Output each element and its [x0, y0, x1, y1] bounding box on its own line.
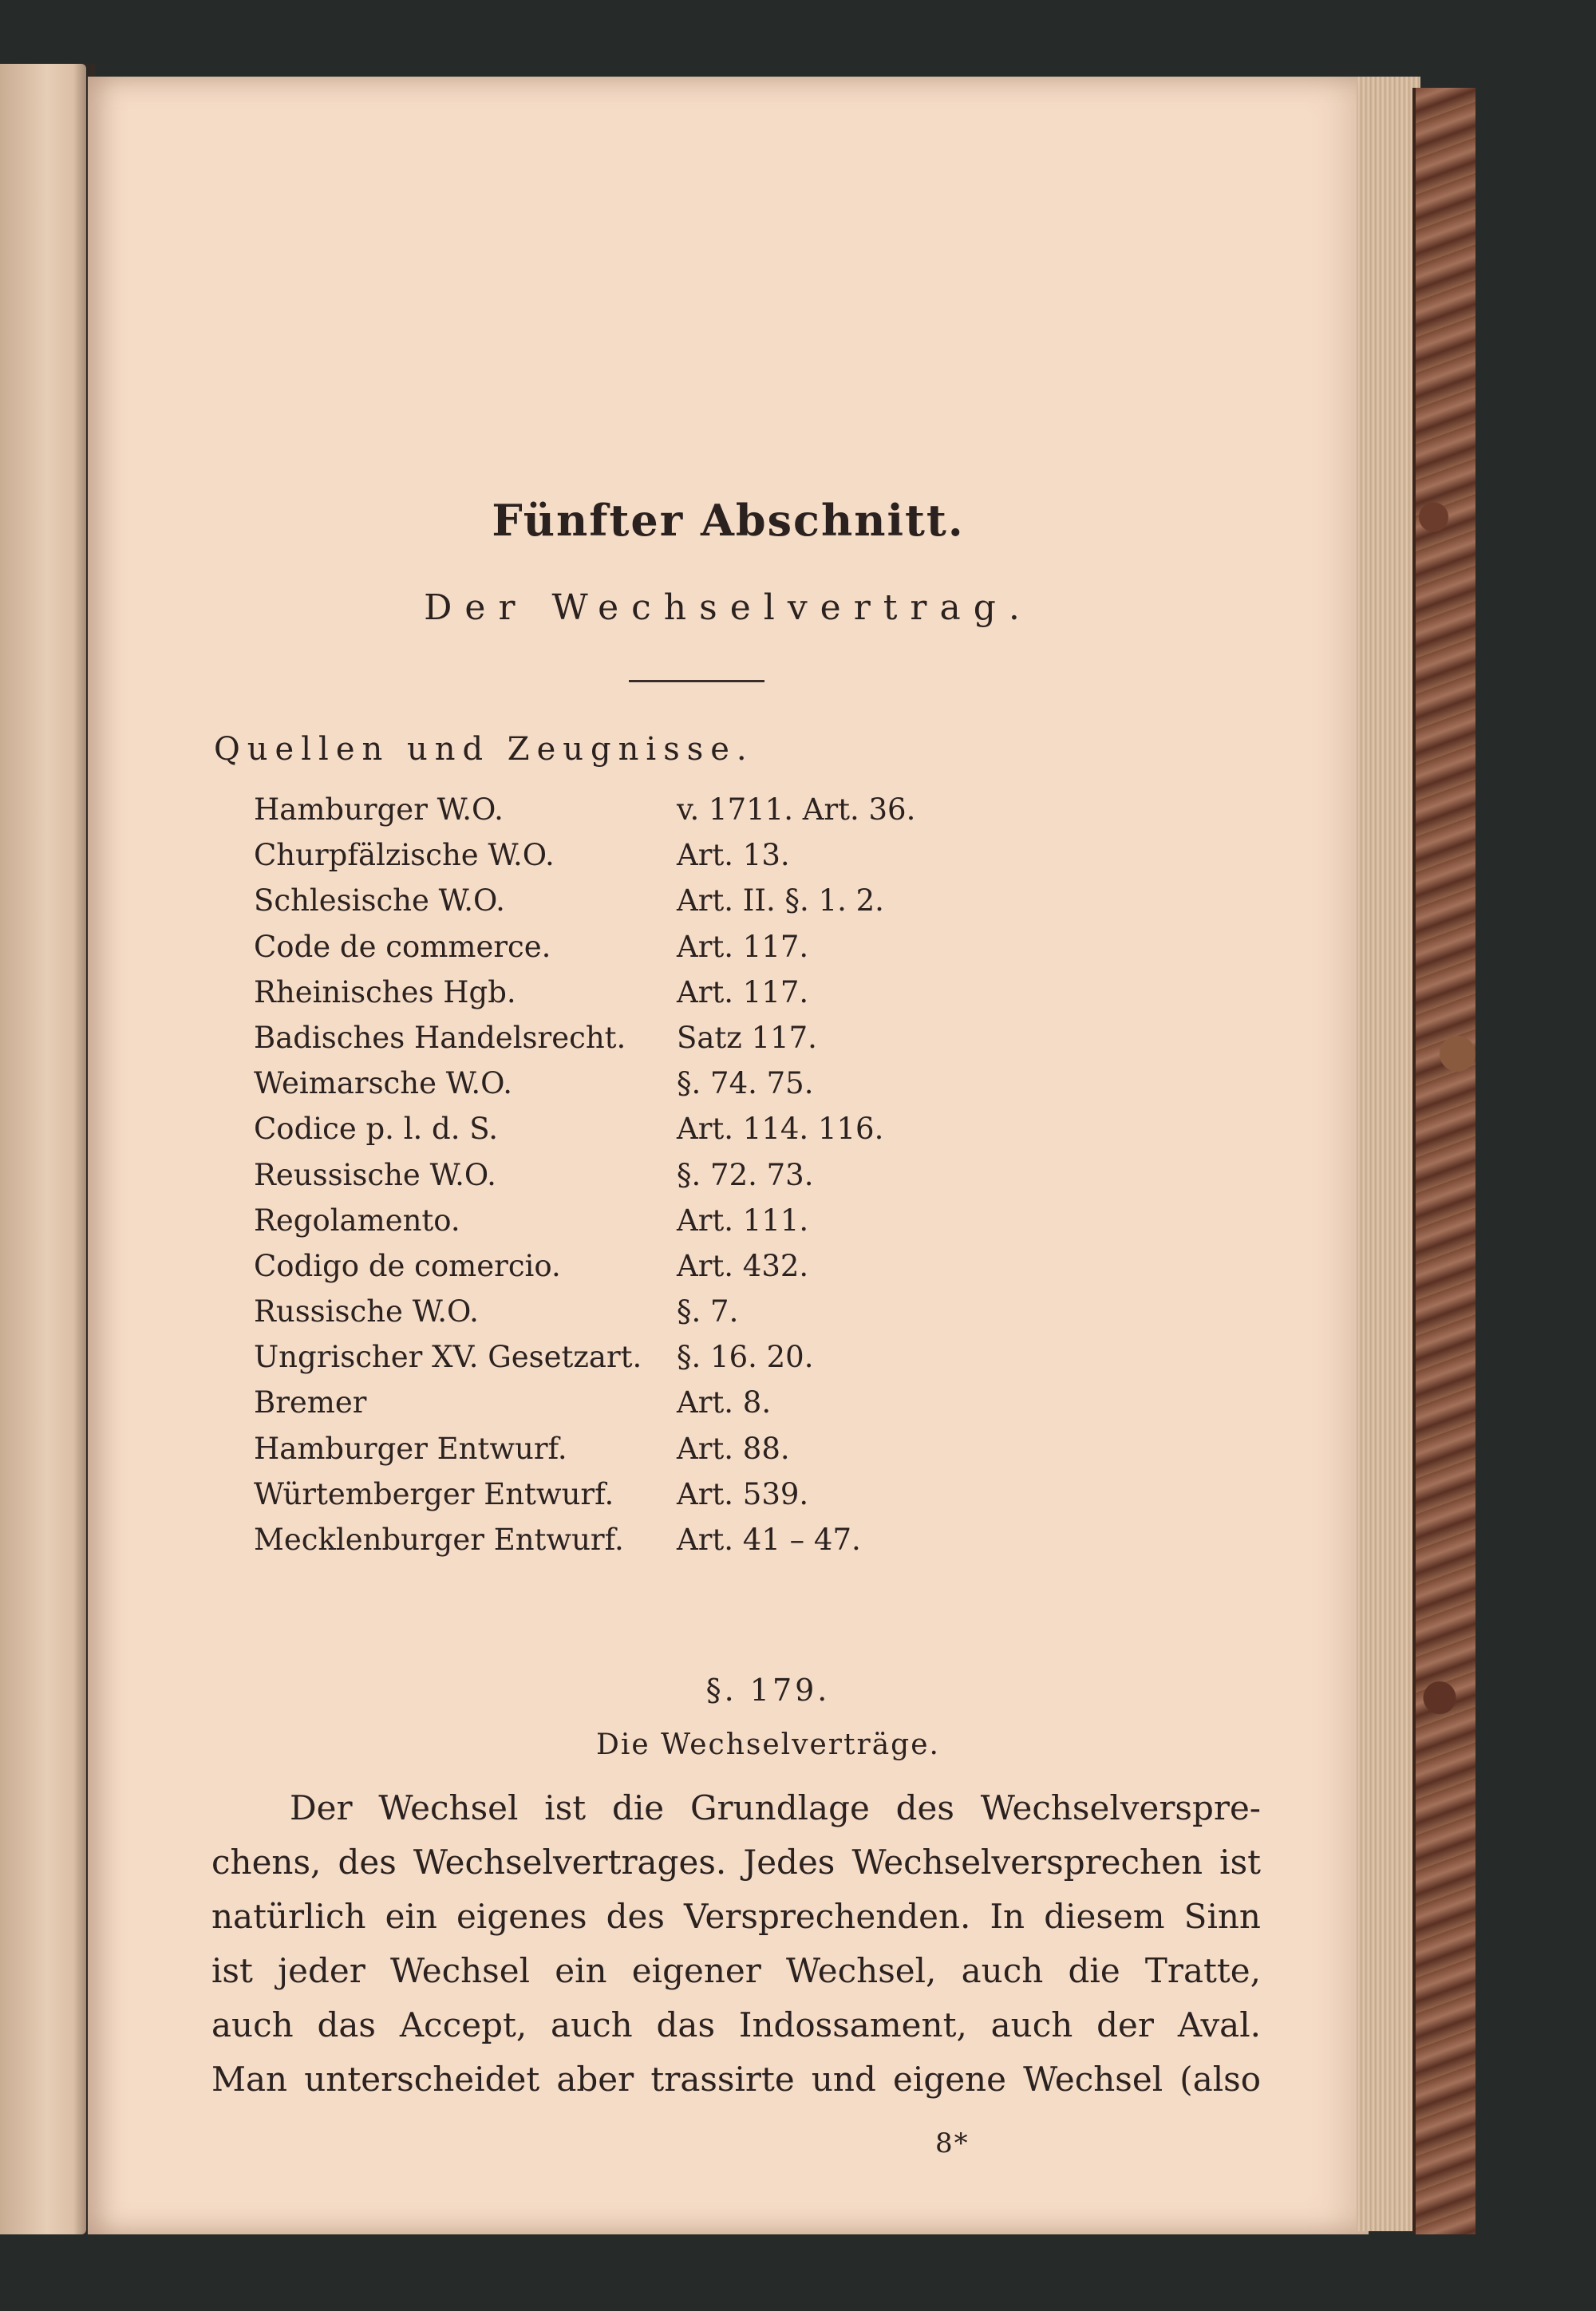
- chapter-heading: Fünfter Abschnitt.: [492, 495, 965, 546]
- source-name: Regolamento.: [254, 1203, 460, 1238]
- source-ref: Art. 432.: [677, 1248, 809, 1283]
- page-content: [88, 77, 1369, 2234]
- source-ref: Art. 117.: [677, 974, 809, 1009]
- source-name: Würtemberger Entwurf.: [254, 1476, 614, 1511]
- source-ref: Art. 8.: [677, 1385, 772, 1420]
- body-line: Man unterscheidet aber trassirte und eigene Wechsel (also: [211, 2060, 1261, 2099]
- source-name: Churpfälzische W.O.: [254, 838, 555, 873]
- source-ref: §. 16. 20.: [677, 1340, 814, 1375]
- source-ref: Art. II. §. 1. 2.: [677, 883, 884, 918]
- body-line: auch das Accept, auch das Indossament, auch der Aval.: [211, 2005, 1261, 2044]
- source-ref: Art. 13.: [677, 838, 790, 873]
- source-ref: Satz 117.: [677, 1020, 817, 1055]
- source-name: Bremer: [254, 1385, 367, 1420]
- source-name: Hamburger W.O.: [254, 792, 504, 827]
- source-ref: §. 72. 73.: [677, 1157, 814, 1192]
- source-name: Badisches Handelsrecht.: [254, 1020, 626, 1055]
- source-ref: Art. 114. 116.: [677, 1112, 884, 1147]
- source-ref: Art. 539.: [677, 1476, 809, 1511]
- sources-title: Quellen und Zeugnisse.: [214, 731, 754, 768]
- source-name: Codigo de comercio.: [254, 1248, 561, 1283]
- body-line: chens, des Wechselvertrages. Jedes Wechselversprechen ist: [211, 1843, 1261, 1882]
- source-name: Mecklenburger Entwurf.: [254, 1523, 624, 1557]
- source-name: Code de commerce.: [254, 929, 551, 964]
- source-name: Codice p. l. d. S.: [254, 1112, 499, 1147]
- source-ref: v. 1711. Art. 36.: [677, 792, 916, 827]
- body-line: Der Wechsel ist die Grundlage des Wechselverspre-: [290, 1788, 1261, 1827]
- source-name: Rheinisches Hgb.: [254, 974, 516, 1009]
- source-name: Reussische W.O.: [254, 1157, 496, 1192]
- marbled-cover: [1412, 88, 1476, 2234]
- source-name: Russische W.O.: [254, 1294, 479, 1329]
- source-ref: Art. 41 – 47.: [677, 1523, 861, 1557]
- chapter-subheading: Der Wechselvertrag.: [424, 587, 1033, 628]
- section-number: §. 179.: [705, 1673, 831, 1708]
- source-ref: Art. 111.: [677, 1203, 809, 1238]
- source-name: Ungrischer XV. Gesetzart.: [254, 1340, 642, 1375]
- divider-rule: [629, 680, 764, 682]
- source-ref: Art. 88.: [677, 1431, 790, 1466]
- source-name: Weimarsche W.O.: [254, 1066, 513, 1101]
- body-line: natürlich ein eigenes des Versprechenden. In diesem Sinn: [211, 1897, 1261, 1936]
- section-title: Die Wechselverträge.: [596, 1728, 940, 1761]
- body-paragraph: [211, 1781, 1261, 2107]
- source-name: Hamburger Entwurf.: [254, 1431, 567, 1466]
- source-ref: Art. 117.: [677, 929, 809, 964]
- source-name: Schlesische W.O.: [254, 883, 505, 918]
- signature-mark: 8*: [935, 2127, 970, 2159]
- source-ref: §. 74. 75.: [677, 1066, 814, 1101]
- body-line: ist jeder Wechsel ein eigener Wechsel, auch die Tratte,: [211, 1951, 1261, 1990]
- source-ref: §. 7.: [677, 1294, 739, 1329]
